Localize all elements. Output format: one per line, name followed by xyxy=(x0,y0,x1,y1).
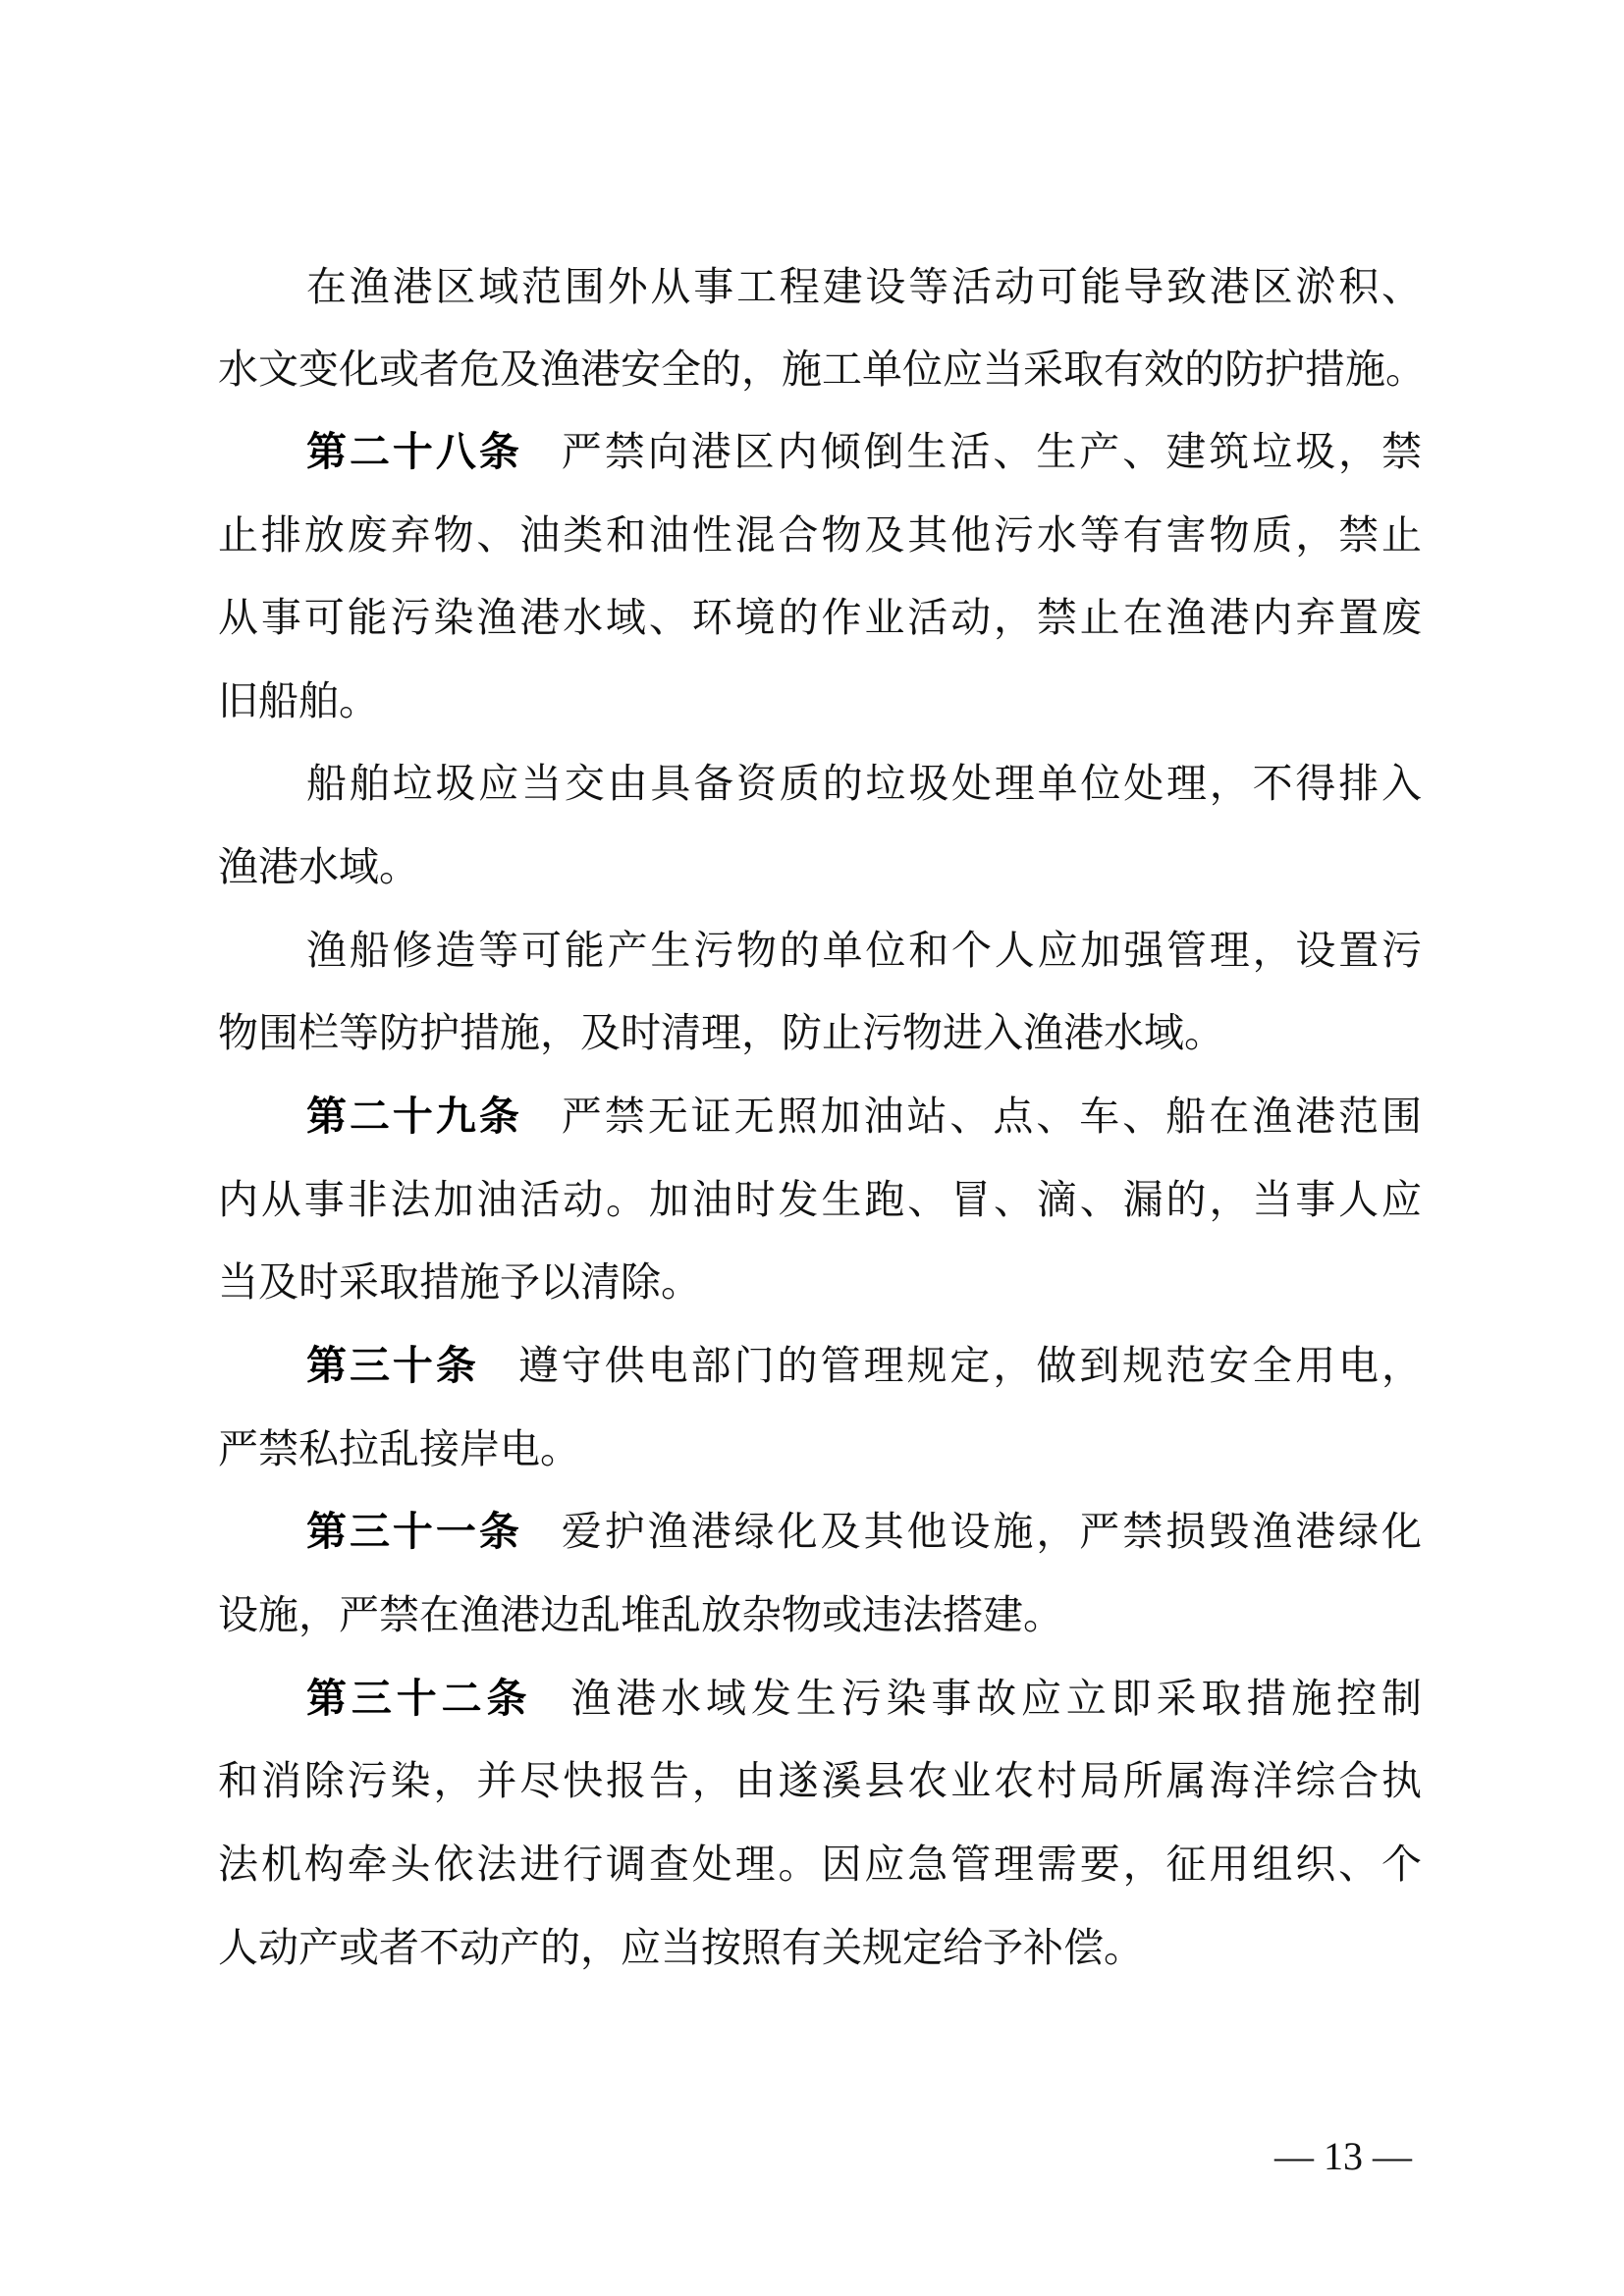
article-text: 渔港水域发生污染事故应立即采取措施控制 xyxy=(570,1675,1423,1722)
paragraph-line: 渔港水域。 xyxy=(218,843,419,890)
article-30-first-line xyxy=(306,1336,1422,1395)
article-text: 严禁无证无照加油站、点、车、船在渔港范围 xyxy=(561,1093,1423,1140)
paragraph-line: 水文变化或者危及渔港安全的，施工单位应当采取有效的防护措施。 xyxy=(218,346,1426,393)
paragraph-line: 从事可能污染渔港水域、环境的作业活动，禁止在渔港内弃置废 xyxy=(218,594,1422,641)
paragraph-line: 止排放废弃物、油类和油性混合物及其他污水等有害物质，禁止 xyxy=(218,511,1422,559)
article-text: 严禁向港区内倾倒生活、生产、建筑垃圾，禁 xyxy=(561,428,1423,475)
article-31-first-line xyxy=(306,1502,1422,1561)
article-text: 遵守供电部门的管理规定，做到规范安全用电， xyxy=(517,1342,1423,1389)
paragraph-line: 设施，严禁在渔港边乱堆乱放杂物或违法搭建。 xyxy=(218,1591,1063,1638)
paragraph-line: 船舶垃圾应当交由具备资质的垃圾处理单位处理，不得排入 xyxy=(306,760,1422,807)
paragraph-line: 当及时采取措施予以清除。 xyxy=(218,1258,701,1306)
page-number: — 13 — xyxy=(1274,2134,1412,2178)
paragraph-line: 和消除污染，并尽快报告，由遂溪县农业农村局所属海洋综合执 xyxy=(218,1757,1422,1804)
paragraph-line: 内从事非法加油活动。加油时发生跑、冒、滴、漏的，当事人应 xyxy=(218,1176,1422,1223)
article-heading: 第三十二条 xyxy=(306,1675,532,1722)
paragraph-line: 渔船修造等可能产生污物的单位和个人应加强管理，设置污 xyxy=(306,927,1422,974)
article-heading: 第三十一条 xyxy=(306,1508,522,1555)
paragraph-line: 物围栏等防护措施，及时清理，防止污物进入渔港水域。 xyxy=(218,1009,1224,1056)
article-32-first-line xyxy=(306,1669,1422,1728)
paragraph-line: 旧船舶。 xyxy=(218,677,379,724)
paragraph-line: 人动产或者不动产的，应当按照有关规定给予补偿。 xyxy=(218,1924,1144,1971)
article-heading: 第二十八条 xyxy=(306,428,522,475)
article-29-first-line xyxy=(306,1087,1422,1146)
article-heading: 第二十九条 xyxy=(306,1093,522,1140)
article-heading: 第三十条 xyxy=(306,1342,479,1389)
article-28-first-line xyxy=(306,422,1422,481)
paragraph-line: 严禁私拉乱接岸电。 xyxy=(218,1425,580,1472)
article-text: 爱护渔港绿化及其他设施，严禁损毁渔港绿化 xyxy=(561,1508,1423,1555)
paragraph-line: 法机构牵头依法进行调查处理。因应急管理需要，征用组织、个 xyxy=(218,1841,1422,1888)
paragraph-line: 在渔港区域范围外从事工程建设等活动可能导致港区淤积、 xyxy=(306,263,1422,310)
